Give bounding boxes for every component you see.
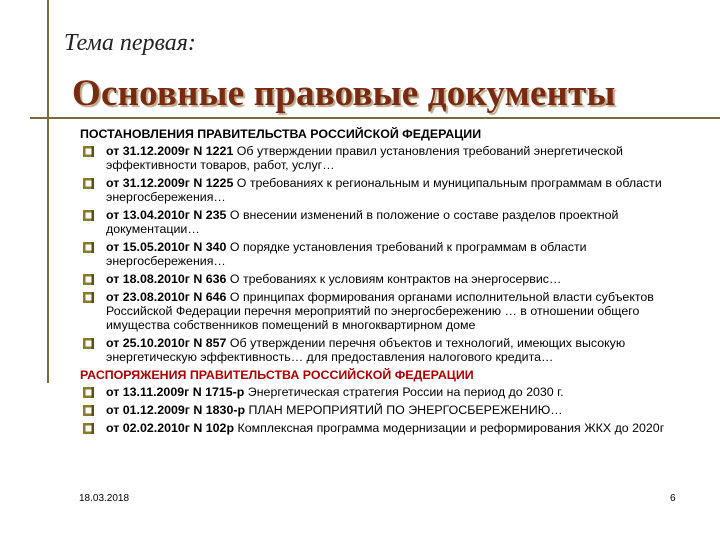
document-description: О требованиях к региональным и муниципальным программам в области энергосбережения… xyxy=(106,176,662,204)
document-number: от 31.12.2009г N 1225 xyxy=(106,176,234,190)
document-number: от 23.08.2010г N 646 xyxy=(106,290,227,304)
section-list-resolutions xyxy=(80,144,700,364)
list-item xyxy=(80,385,700,399)
document-description: Энергетическая стратегия России на период до 2030 г. xyxy=(244,385,564,399)
list-item xyxy=(80,144,700,172)
document-number: от 15.05.2010г N 340 xyxy=(106,240,227,254)
document-description: Комплексная программа модернизации и реформирования ЖКХ до 2020г xyxy=(234,421,665,435)
document-description: ПЛАН МЕРОПРИЯТИЙ ПО ЭНЕРГОСБЕРЕЖЕНИЮ… xyxy=(245,403,563,417)
bullet-icon xyxy=(83,274,94,285)
document-number: от 18.08.2010г N 636 xyxy=(106,272,227,286)
bullet-icon xyxy=(83,405,94,416)
document-description: О внесении изменений в положение о составе разделов проектной документации… xyxy=(106,208,619,236)
document-description: Об утверждении правил установления требований энергетической эффективности товаров, работ, услуг… xyxy=(106,144,623,172)
bullet-icon xyxy=(83,242,94,253)
document-description: О принципах формирования органами исполнительной власти субъектов Российской Федерации перечня мероприятий по энергосбережению … в отношении общего имущества собственников помещений в многоквартирном доме xyxy=(106,290,654,332)
bullet-icon xyxy=(83,178,94,189)
bullet-icon xyxy=(83,210,94,221)
document-description: О порядке установления требований к программам в области энергосбережения… xyxy=(106,240,587,268)
slide-subtitle: Тема первая: xyxy=(64,30,196,56)
list-item xyxy=(80,336,700,364)
document-number: от 31.12.2009г N 1221 xyxy=(106,144,234,158)
list-item xyxy=(80,272,700,286)
list-item xyxy=(80,421,700,435)
document-number: от 01.12.2009г N 1830-р xyxy=(106,403,246,417)
document-number: от 13.11.2009г N 1715-р xyxy=(106,385,245,399)
page-number: 6 xyxy=(670,493,676,504)
slide-title: Основные правовые документы xyxy=(72,73,616,114)
bullet-icon xyxy=(83,292,94,303)
document-number: от 02.02.2010г N 102р xyxy=(106,421,235,435)
section-list-orders xyxy=(80,385,700,435)
document-description: О требованиях к условиям контрактов на энергосервис… xyxy=(226,272,562,286)
horizontal-rule xyxy=(30,117,720,119)
document-description: Об утверждении перечня объектов и технологий, имеющих высокую энергетическую эффективность… для предоставления налогового кредита… xyxy=(106,336,626,364)
document-number: от 25.10.2010г N 857 xyxy=(106,336,227,350)
bullet-icon xyxy=(83,146,94,157)
section-heading-orders: РАСПОРЯЖЕНИЯ ПРАВИТЕЛЬСТВА РОССИЙСКОЙ ФЕДЕРАЦИИ xyxy=(80,368,474,382)
list-item xyxy=(80,176,700,204)
slide-content xyxy=(80,127,700,439)
section-heading-resolutions: ПОСТАНОВЛЕНИЯ ПРАВИТЕЛЬСТВА РОССИЙСКОЙ ФЕДЕРАЦИИ xyxy=(80,127,482,141)
list-item xyxy=(80,403,700,417)
bullet-icon xyxy=(83,387,94,398)
list-item xyxy=(80,290,700,332)
bullet-icon xyxy=(83,423,94,434)
slide-date: 18.03.2018 xyxy=(79,493,130,504)
document-number: от 13.04.2010г N 235 xyxy=(106,208,227,222)
vertical-rule xyxy=(47,0,49,383)
list-item xyxy=(80,240,700,268)
list-item xyxy=(80,208,700,236)
bullet-icon xyxy=(83,338,94,349)
